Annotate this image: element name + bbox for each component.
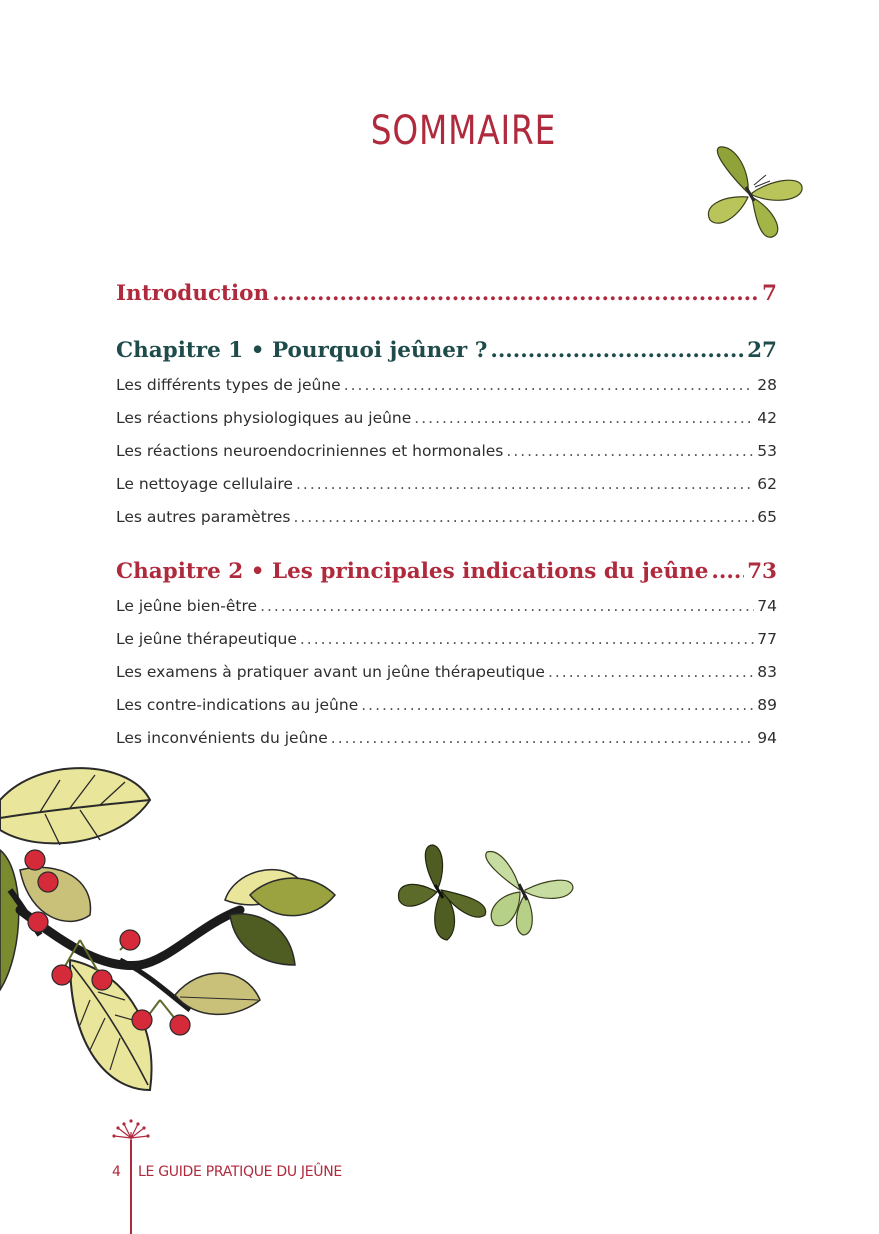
toc-page-number: 28 <box>757 376 777 394</box>
toc-chapter-1[interactable] <box>116 333 777 369</box>
dot-leader <box>296 468 754 501</box>
table-of-contents <box>116 276 777 755</box>
toc-page-number: 27 <box>747 338 777 363</box>
footer-page-number: 4 <box>112 1164 121 1180</box>
dot-leader <box>414 402 754 435</box>
toc-page-number: 74 <box>757 597 777 615</box>
toc-entry[interactable] <box>116 722 777 755</box>
dot-leader <box>548 656 754 689</box>
dot-leader <box>331 722 755 755</box>
toc-entry[interactable] <box>116 369 777 402</box>
toc-entry[interactable] <box>116 435 777 468</box>
toc-introduction[interactable] <box>116 276 777 312</box>
toc-entry[interactable] <box>116 468 777 501</box>
toc-label: Les différents types de jeûne <box>116 376 341 394</box>
toc-page-number: 89 <box>757 696 777 714</box>
butterfly-icon <box>700 145 810 245</box>
toc-chapter-2[interactable] <box>116 554 777 590</box>
toc-label: Le nettoyage cellulaire <box>116 475 293 493</box>
toc-page-number: 83 <box>757 663 777 681</box>
toc-label: Le jeûne thérapeutique <box>116 630 297 648</box>
toc-page-number: 53 <box>757 442 777 460</box>
toc-page-number: 62 <box>757 475 777 493</box>
toc-page-number: 42 <box>757 409 777 427</box>
toc-label: Les contre-indications au jeûne <box>116 696 359 714</box>
dot-leader <box>344 369 755 402</box>
dot-leader <box>272 276 759 312</box>
toc-entry[interactable] <box>116 689 777 722</box>
dot-leader <box>293 501 754 534</box>
toc-label: Chapitre 1 • Pourquoi jeûner ? <box>116 338 488 363</box>
toc-label: Les inconvénients du jeûne <box>116 729 328 747</box>
dot-leader <box>300 623 754 656</box>
toc-label: Le jeûne bien-être <box>116 597 258 615</box>
dot-leader <box>711 554 744 590</box>
toc-label: Chapitre 2 • Les principales indications du jeûne <box>116 559 709 584</box>
toc-label: Les examens à pratiquer avant un jeûne thérapeutique <box>116 663 545 681</box>
toc-label: Les autres paramètres <box>116 508 291 526</box>
toc-page-number: 77 <box>757 630 777 648</box>
footer-rule <box>130 1140 132 1234</box>
toc-entry[interactable] <box>116 501 777 534</box>
toc-page-number: 65 <box>757 508 777 526</box>
toc-entry[interactable] <box>116 590 777 623</box>
branch-illustration <box>0 760 345 1100</box>
toc-page-number: 94 <box>757 729 777 747</box>
toc-entry[interactable] <box>116 402 777 435</box>
page-title: SOMMAIRE <box>370 108 557 154</box>
toc-entry[interactable] <box>116 656 777 689</box>
toc-label: Les réactions neuroendocriniennes et hormonales <box>116 442 504 460</box>
dandelion-icon <box>110 1118 154 1148</box>
toc-entry[interactable] <box>116 623 777 656</box>
toc-label: Introduction <box>116 281 270 306</box>
dot-leader <box>506 435 754 468</box>
footer-book-title: LE GUIDE PRATIQUE DU JEÛNE <box>138 1164 342 1180</box>
dot-leader <box>260 590 754 623</box>
dot-leader <box>361 689 754 722</box>
toc-label: Les réactions physiologiques au jeûne <box>116 409 412 427</box>
toc-page-number: 73 <box>747 559 777 584</box>
dot-leader <box>490 333 744 369</box>
butterfly-icon <box>395 840 580 950</box>
toc-page-number: 7 <box>762 281 777 306</box>
